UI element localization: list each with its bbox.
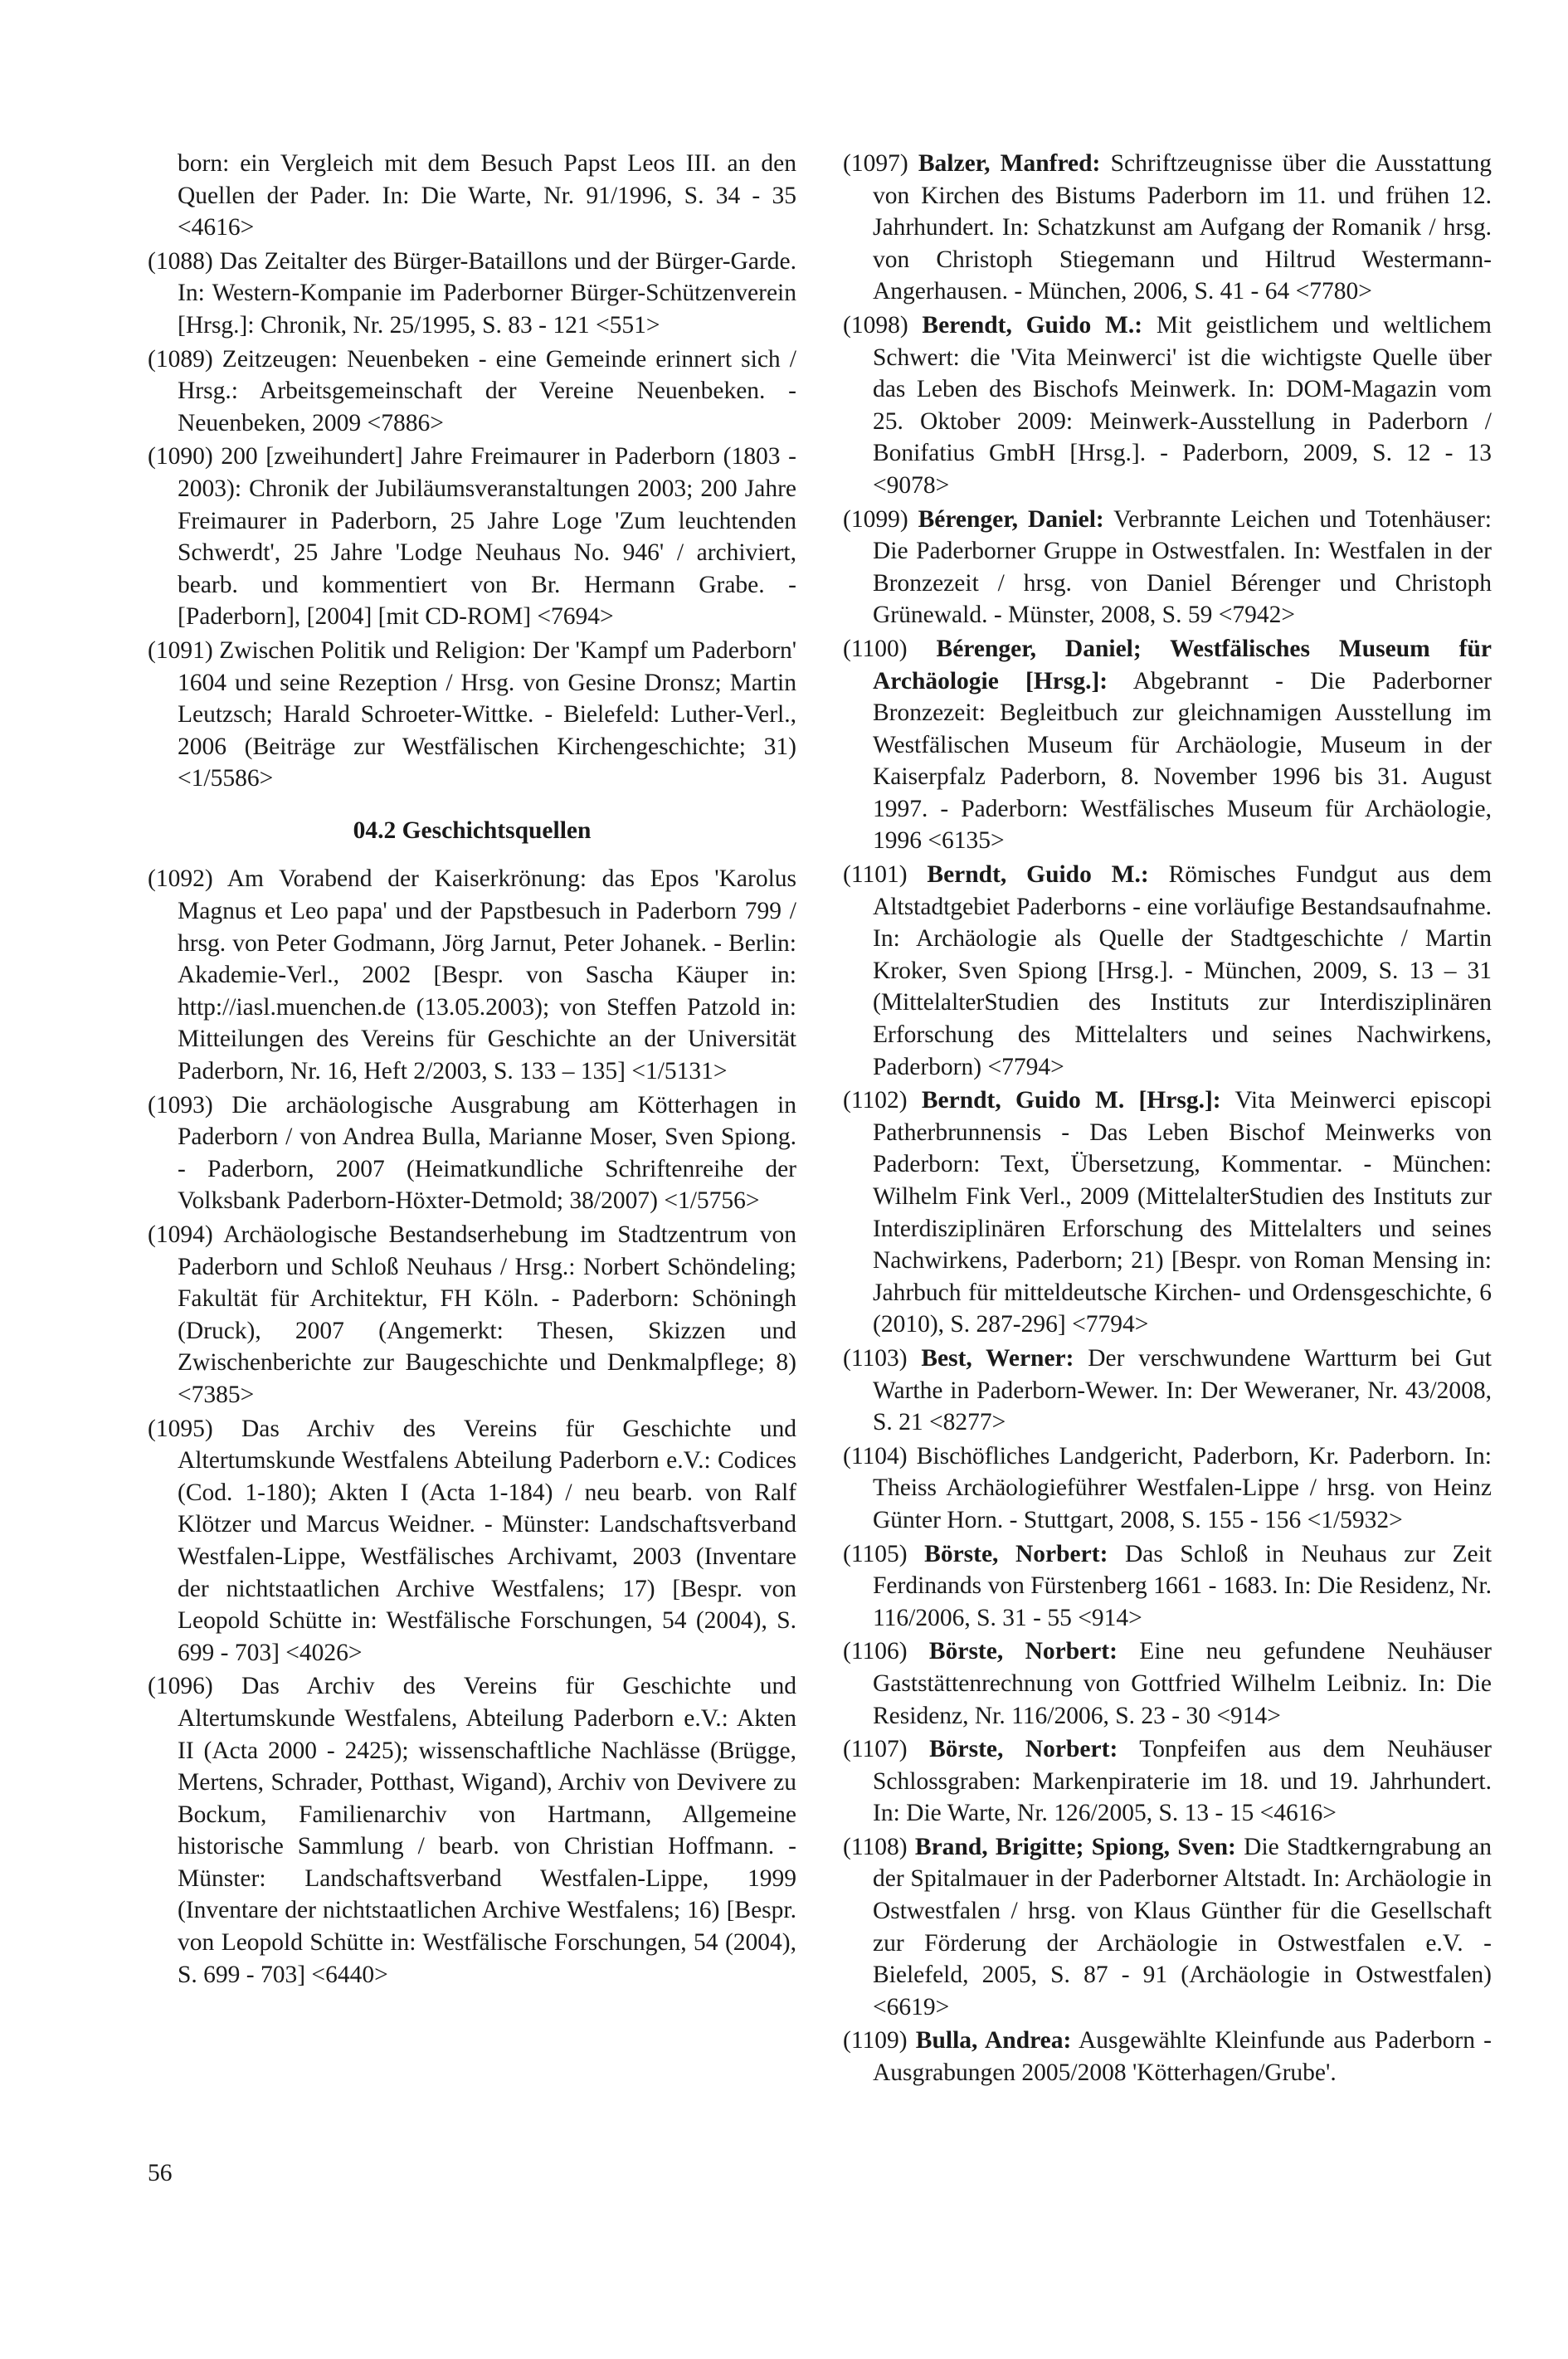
bibliography-entry: [843, 148, 1492, 308]
right-column: [843, 148, 1492, 2091]
entry-number: (1098): [843, 311, 908, 339]
entry-number: (1099): [843, 505, 908, 533]
entry-number: (1102): [843, 1087, 908, 1114]
bibliography-entry: [148, 1219, 796, 1411]
entry-text: Das Archiv des Vereins für Geschichte und Altertumskunde Westfalens, Abteilung Paderborn e.V.: Akten II (Acta 2000 - 2425); wissenschaftliche Nachlässe (Brügge, Mertens, Schrader, Potthast, Wigand), Archiv von Devivere zu Bockum, Familienarchiv von Hartmann, Allgemeine historische Sammlung / bearb. von Christian Hoffmann. - Münster: Landschaftsverband Westfalen-Lippe, 1999 (Inventare der nichtstaatlichen Archive Westfalens; 16) [Bespr. von Leopold Schütte in: Westfälische Forschungen, 54 (2004), S. 699 - 703] <6440>: [178, 1673, 796, 1988]
entry-author: Berndt, Guido M.:: [927, 861, 1149, 889]
entry-text: Schriftzeugnisse über die Ausstattung von Kirchen des Bistums Paderborn im 11. und frühen 12. Jahrhundert. In: Schatzkunst am Aufgang der Romanik / hrsg. von Christoph Stiegemann und Hiltrud Westermann-Angerhausen. - München, 2006, S. 41 - 64 <7780>: [873, 150, 1492, 305]
bibliography-entry: [148, 635, 796, 795]
entry-text: Abgebrannt - Die Paderborner Bronzezeit: Begleitbuch zur gleichnamigen Ausstellung im Westfälischen Museum für Archäologie, Museum in der Kaiserpfalz Paderborn, 8. November 1996 bis 31. August 1997. - Paderborn: Westfälisches Museum für Archäologie, 1996 <6135>: [873, 667, 1493, 855]
entry-author: Brand, Brigitte; Spiong, Sven:: [914, 1833, 1236, 1860]
bibliography-entry: [843, 1635, 1492, 1732]
bibliography-entry: [148, 1089, 796, 1217]
entry-number: (1105): [843, 1540, 908, 1567]
page-number: 56: [148, 2160, 173, 2186]
entry-text: Mit geistlichem und weltlichem Schwert: die 'Vita Meinwerci' ist die wichtigste Quelle über das Leben des Bischofs Meinwerk. In: DOM-Magazin vom 25. Oktober 2009: Meinwerk-Ausstellung in Paderborn / Bonifatius GmbH [Hrsg.]. - Paderborn, 2009, S. 12 - 13 <9078>: [873, 311, 1493, 499]
entry-text: Tonpfeifen aus dem Neuhäuser Schlossgraben: Markenpiraterie im 18. und 19. Jahrhundert. In: Die Warte, Nr. 126/2005, S. 13 - 15 <4616>: [873, 1736, 1493, 1827]
entry-text: Das Archiv des Vereins für Geschichte und Altertumskunde Westfalens Abteilung Paderborn e.V.: Codices (Cod. 1-180); Akten I (Acta 1-184) / neu bearb. von Ralf Klötzer und Marcus Weidner. - Münster: Landschaftsverband Westfalen-Lippe, Westfälisches Archivamt, 2003 (Inventare der nichtstaatlichen Archive Westfalens; 17) [Bespr. von Leopold Schütte in: Westfälische Forschungen, 54 (2004), S. 699 - 703] <4026>: [178, 1415, 796, 1666]
entry-number: (1090): [148, 443, 213, 470]
entry-number: (1094): [148, 1221, 213, 1248]
bibliography-entry: [843, 1343, 1492, 1439]
bibliography-entry: [843, 2025, 1492, 2088]
entry-author: Börste, Norbert:: [924, 1540, 1108, 1567]
entry-text: Archäologische Bestandserhebung im Stadtzentrum von Paderborn und Schloß Neuhaus / Hrsg.: Norbert Schöndeling; Fakultät für Architektur, FH Köln. - Paderborn: Schöningh (Druck), 2007 (Angemerkt: Thesen, Skizzen und Zwischenberichte zur Baugeschichte und Denkmalpflege; 8) <7385>: [178, 1221, 797, 1408]
entry-number: (1097): [843, 150, 908, 177]
entry-number: (1092): [148, 865, 213, 893]
entries-after-heading: [148, 863, 796, 1991]
entry-number: (1103): [843, 1344, 908, 1372]
bibliography-entry: [843, 1733, 1492, 1830]
entry-author: Balzer, Manfred:: [918, 150, 1101, 177]
entry-text: Das Zeitalter des Bürger-Bataillons und der Bürger-Garde. In: Western-Kompanie im Paderborner Bürger-Schützenverein [Hrsg.]: Chronik, Nr. 25/1995, S. 83 - 121 <551>: [178, 247, 796, 339]
entry-number: (1095): [148, 1415, 213, 1442]
bibliography-entry: [843, 1440, 1492, 1537]
entry-author: Bérenger, Daniel:: [918, 505, 1104, 533]
left-column: [148, 148, 796, 1992]
entry-author: Bérenger, Daniel; Westfälisches Museum für Archäologie [Hrsg.]:: [873, 635, 1492, 695]
entry-number: (1107): [843, 1736, 908, 1763]
bibliography-entry: [148, 344, 796, 440]
entry-author: Börste, Norbert:: [928, 1638, 1118, 1665]
entry-text: Bischöfliches Landgericht, Paderborn, Kr. Paderborn. In: Theiss Archäologieführer Westfalen-Lippe / hrsg. von Heinz Günter Horn. - Stuttgart, 2008, S. 155 - 156 <1/5932>: [873, 1442, 1492, 1533]
continuation-text: born: ein Vergleich mit dem Besuch Papst Leos III. an den Quellen der Pader. In: Die Warte, Nr. 91/1996, S. 34 - 35 <4616>: [178, 150, 796, 241]
bibliography-entry: [843, 309, 1492, 502]
entry-number: (1088): [148, 247, 213, 275]
entry-text: Verbrannte Leichen und Totenhäuser: Die Paderborner Gruppe in Ostwestfalen. In: Westfalen in der Bronzezeit / hrsg. von Daniel Bérenger und Christoph Grünewald. - Münster, 2008, S. 59 <7942>: [873, 505, 1492, 629]
entry-number: (1089): [148, 345, 213, 373]
bibliography-entry: [843, 504, 1492, 631]
entry-text: Ausgewählte Kleinfunde aus Paderborn - Ausgrabungen 2005/2008 'Kötterhagen/Grube'.: [873, 2027, 1493, 2087]
bibliography-entry: [843, 633, 1492, 857]
entry-text: Vita Meinwerci episcopi Patherbrunnensis - Das Leben Bischof Meinwerks von Paderborn: Text, Übersetzung, Kommentar. - München: Wilhelm Fink Verl., 2009 (MittelalterStudien des Instituts zur Interdisziplinären Erforschung des Mittelalters und seines Nachwirkens, Paderborn; 21) [Bespr. von Roman Mensing in: Jahrbuch für mitteldeutsche Kirchen- und Ordensgeschichte, 6 (2010), S. 287-296] <7794>: [873, 1087, 1493, 1338]
section-heading: 04.2 Geschichtsquellen: [353, 816, 592, 844]
bibliography-entry: [148, 1413, 796, 1669]
entry-text: Die Stadtkerngrabung an der Spitalmauer in der Paderborner Altstadt. In: Archäologie in Ostwestfalen / hrsg. von Klaus Günther für die Gesellschaft zur Förderung der Archäologie in Ostwestfalen e.V. - Bielefeld, 2005, S. 87 - 91 (Archäologie in Ostwestfalen) <6619>: [873, 1833, 1492, 2020]
entry-number: (1100): [843, 635, 908, 662]
entry-text: Römisches Fundgut aus dem Altstadtgebiet Paderborns - eine vorläufige Bestandsaufnahme. In: Archäologie als Quelle der Stadtgeschichte / Martin Kroker, Sven Spiong [Hrsg.]. - München, 2009, S. 13 – 31 (MittelalterStudien des Instituts zur Interdisziplinären Erforschung des Mittelalters und seines Nachwirkens, Paderborn) <7794>: [873, 861, 1493, 1080]
entry-number: (1108): [843, 1833, 908, 1860]
entry-text: Zwischen Politik und Religion: Der 'Kampf um Paderborn' 1604 und seine Rezeption / Hrsg. von Gesine Dronsz; Martin Leutzsch; Harald Schroeter-Wittke. - Bielefeld: Luther-Verl., 2006 (Beiträge zur Westfälischen Kirchengeschichte; 31) <1/5586>: [178, 636, 797, 792]
entries-before-heading: [148, 246, 796, 795]
bibliography-entry: [148, 441, 796, 633]
bibliography-entry: [843, 1538, 1492, 1635]
entry-number: (1101): [843, 861, 908, 889]
entry-author: Bulla, Andrea:: [915, 2027, 1072, 2054]
bibliography-entry: [148, 1670, 796, 1991]
right-entries: [843, 148, 1492, 2089]
entry-text: Zeitzeugen: Neuenbeken - eine Gemeinde erinnert sich / Hrsg.: Arbeitsgemeinschaft der Vereine Neuenbeken. - Neuenbeken, 2009 <7886>: [178, 345, 796, 436]
entry-text: Der verschwundene Wartturm bei Gut Warthe in Paderborn-Wewer. In: Der Weweraner, Nr. 43/2008, S. 21 <8277>: [873, 1344, 1492, 1436]
entry-number: (1091): [148, 636, 213, 664]
entry-number: (1106): [843, 1638, 908, 1665]
entry-author: Best, Werner:: [921, 1344, 1074, 1372]
entry-number: (1093): [148, 1091, 213, 1119]
bibliography-entry: [843, 1084, 1492, 1341]
entry-author: Berndt, Guido M. [Hrsg.]:: [921, 1087, 1221, 1114]
entry-text: Die archäologische Ausgrabung am Kötterhagen in Paderborn / von Andrea Bulla, Marianne Moser, Sven Spiong. - Paderborn, 2007 (Heimatkundliche Schriftenreihe der Volksbank Paderborn-Höxter-Detmold; 38/2007) <1/5756>: [178, 1091, 796, 1215]
entry-author: Börste, Norbert:: [929, 1736, 1118, 1763]
entry-number: (1096): [148, 1673, 213, 1700]
entry-text: 200 [zweihundert] Jahre Freimaurer in Paderborn (1803 - 2003): Chronik der Jubiläumsveranstaltungen 2003; 200 Jahre Freimaurer in Paderborn, 25 Jahre Loge 'Zum leuchtenden Schwerdt', 25 Jahre 'Lodge Neuhaus No. 946' / archiviert, bearb. und kommentiert von Br. Hermann Grabe. - [Paderborn], [2004] [mit CD-ROM] <7694>: [178, 443, 797, 631]
bibliography-entry: [843, 859, 1492, 1083]
entry-number: (1109): [843, 2027, 908, 2054]
bibliography-entry: [148, 246, 796, 342]
entry-text: Eine neu gefundene Neuhäuser Gaststättenrechnung von Gottfried Wilhelm Leibniz. In: Die Residenz, Nr. 116/2006, S. 23 - 30 <914>: [873, 1638, 1493, 1729]
bibliography-entry: [843, 1831, 1492, 2024]
entry-text: Am Vorabend der Kaiserkrönung: das Epos 'Karolus Magnus et Leo papa' und der Papstbesuch in Paderborn 799 / hrsg. von Peter Godmann, Jörg Jarnut, Peter Johanek. - Berlin: Akademie-Verl., 2002 [Bespr. von Sascha Käuper in: http://iasl.muenchen.de (13.05.2003); von Steffen Patzold in: Mitteilungen des Vereins für Geschichte an der Universität Paderborn, Nr. 16, Heft 2/2003, S. 133 – 135] <1/5131>: [178, 865, 797, 1085]
bibliography-entry: [148, 863, 796, 1087]
entry-number: (1104): [843, 1442, 908, 1470]
entry-author: Berendt, Guido M.:: [922, 311, 1143, 339]
entry-text: Das Schloß in Neuhaus zur Zeit Ferdinands von Fürstenberg 1661 - 1683. In: Die Residenz, Nr. 116/2006, S. 31 - 55 <914>: [873, 1540, 1493, 1631]
